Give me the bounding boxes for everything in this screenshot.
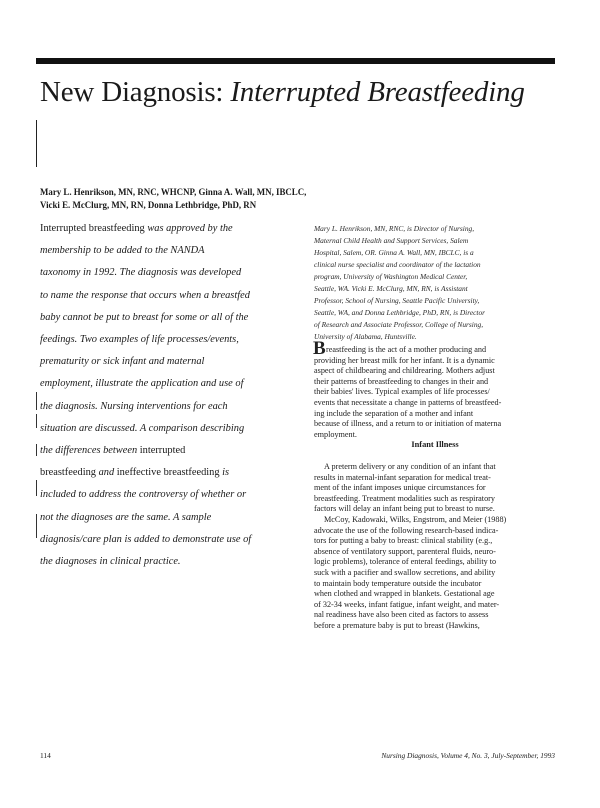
author-line: Mary L. Henrikson, MN, RNC, WHCNP, Ginna A. Wall, MN, IBCLC, [40, 187, 307, 197]
body-line: absence of ventilatory support, parenteral fluids, neuro- [314, 546, 496, 556]
body-line: employment. [314, 429, 357, 439]
affiliation-line: Maternal Child Health and Support Services, Salem [314, 236, 469, 245]
title-side-rule [36, 120, 37, 167]
body-line: ing include the separation of a mother and infant [314, 408, 474, 418]
abstract-line: situation are discussed. A comparison describing [40, 422, 245, 434]
affiliation-line: Professor, School of Nursing, Seattle Pacific University, [314, 296, 480, 305]
author-list [40, 186, 370, 211]
affiliation-line: Mary L. Henrikson, MN, RNC, is Director of Nursing, [314, 224, 475, 233]
body-line: providing her breast milk for her infant. It is a dynamic [314, 355, 495, 365]
body-line: logic problems), tolerance of enteral feedings, ability to [314, 557, 497, 567]
body-line: advocate the use of the following research-based indica- [314, 525, 499, 535]
author-affiliations [314, 223, 554, 343]
body-line: of 32-34 weeks, infant fatigue, infant weight, and mater- [314, 599, 500, 609]
margin-tick [36, 392, 37, 410]
abstract-line: membership to be added to the NANDA [40, 245, 205, 257]
affiliation-line: Seattle, WA. Vicki E. McClurg, MN, RN, is Assistant [314, 284, 468, 293]
intro-first-line: B reastfeeding is the act of a mother producing and [313, 338, 487, 359]
page-footer [40, 751, 555, 763]
abstract-line: the diagnosis. Nursing interventions for each [40, 400, 228, 412]
abstract-line: breastfeeding and ineffective breastfeeding is [40, 467, 230, 479]
body-line: when clothed and wrapped in blankets. Gestational age [314, 589, 495, 599]
margin-ticks [36, 392, 37, 542]
article-title [40, 76, 525, 109]
author-line: Vicki E. McClurg, MN, RN, Donna Lethbridge, PhD, RN [40, 199, 257, 210]
affiliation-line: Seattle, WA, and Donna Lethbridge, PhD, RN, is Director [314, 308, 486, 317]
body-line: to maintain body temperature outside the incubator [314, 578, 482, 588]
affiliation-line: of Research and Associate Professor, College of Nursing, [314, 320, 484, 329]
abstract-line: Interrupted breastfeeding was approved by the [40, 223, 233, 234]
section-body [314, 462, 556, 632]
margin-tick [36, 480, 37, 496]
affiliation-line: clinical nurse specialist and coordinator of the lactation [314, 260, 481, 269]
body-line: their patterns of breastfeeding to changes in their and [314, 376, 489, 386]
journal-citation: Nursing Diagnosis, Volume 4, No. 3, July-September, 1993 [381, 751, 555, 760]
drop-cap: B [313, 338, 326, 359]
body-line: aspect of childbearing and childrearing. Mothers adjust [314, 366, 495, 376]
abstract-line: employment, illustrate the application and use of [40, 378, 244, 390]
margin-tick [36, 414, 37, 428]
intro-paragraph [313, 338, 556, 440]
abstract-line: the differences between interrupted [40, 445, 186, 457]
affiliation-line: University of Alabama, Huntsville. [314, 332, 417, 341]
body-line: events that necessitate a change in patterns of breastfeed- [314, 397, 502, 407]
body-line: ment of the infant imposes unique circumstances for [314, 483, 486, 493]
margin-tick [36, 444, 37, 456]
title-plain: New Diagnosis: [40, 76, 231, 108]
body-line: results in maternal-infant separation for medical treat- [314, 472, 491, 482]
page-number: 114 [40, 751, 51, 760]
abstract [40, 218, 296, 573]
body-line: tors for putting a baby to breast: clinical stability (e.g., [314, 536, 493, 546]
abstract-line: taxonomy in 1992. The diagnosis was developed [40, 267, 242, 279]
abstract-line: prematurity or sick infant and maternal [40, 356, 205, 368]
margin-tick [36, 514, 37, 538]
abstract-line: diagnosis/care plan is added to demonstrate use of [40, 533, 252, 545]
title-italic: Interrupted Breastfeeding [230, 76, 525, 108]
abstract-line: the diagnoses in clinical practice. [40, 556, 181, 568]
affiliation-line: Hospital, Salem, OR. Ginna A. Wall, MN, IBCLC, is a [314, 248, 474, 257]
abstract-line: not the diagnoses are the same. A sample [40, 511, 212, 523]
abstract-line: included to address the controversy of whether or [40, 489, 247, 501]
abstract-line: to name the response that occurs when a breastfed [40, 289, 250, 301]
body-line: A preterm delivery or any condition of an infant that [324, 462, 496, 471]
affiliation-line: program, University of Washington Medical Center, [314, 272, 468, 281]
abstract-line: baby cannot be put to breast for some or all of the [40, 311, 249, 323]
body-line: McCoy, Kadowaki, Wilks, Engstrom, and Meier (1988) [324, 514, 507, 524]
section-heading: Infant Illness [411, 440, 459, 449]
top-rule [36, 58, 555, 64]
body-line: their babies' lives. Typical examples of life processes/ [314, 387, 490, 397]
abstract-line: feedings. Two examples of life processes/events, [40, 334, 239, 346]
body-line: before a premature baby is put to breast (Hawkins, [314, 620, 480, 630]
body-line: nal readiness have also been cited as factors to assess [314, 610, 489, 620]
body-line: breastfeeding. Treatment modalities such as respiratory [314, 493, 495, 503]
body-line: suck with a pacifier and swallow secretions, and ability [314, 567, 496, 577]
body-line: factors will delay an infant being put to breast to nurse. [314, 504, 495, 514]
body-line: because of illness, and a return to or initiation of materna [314, 419, 502, 429]
